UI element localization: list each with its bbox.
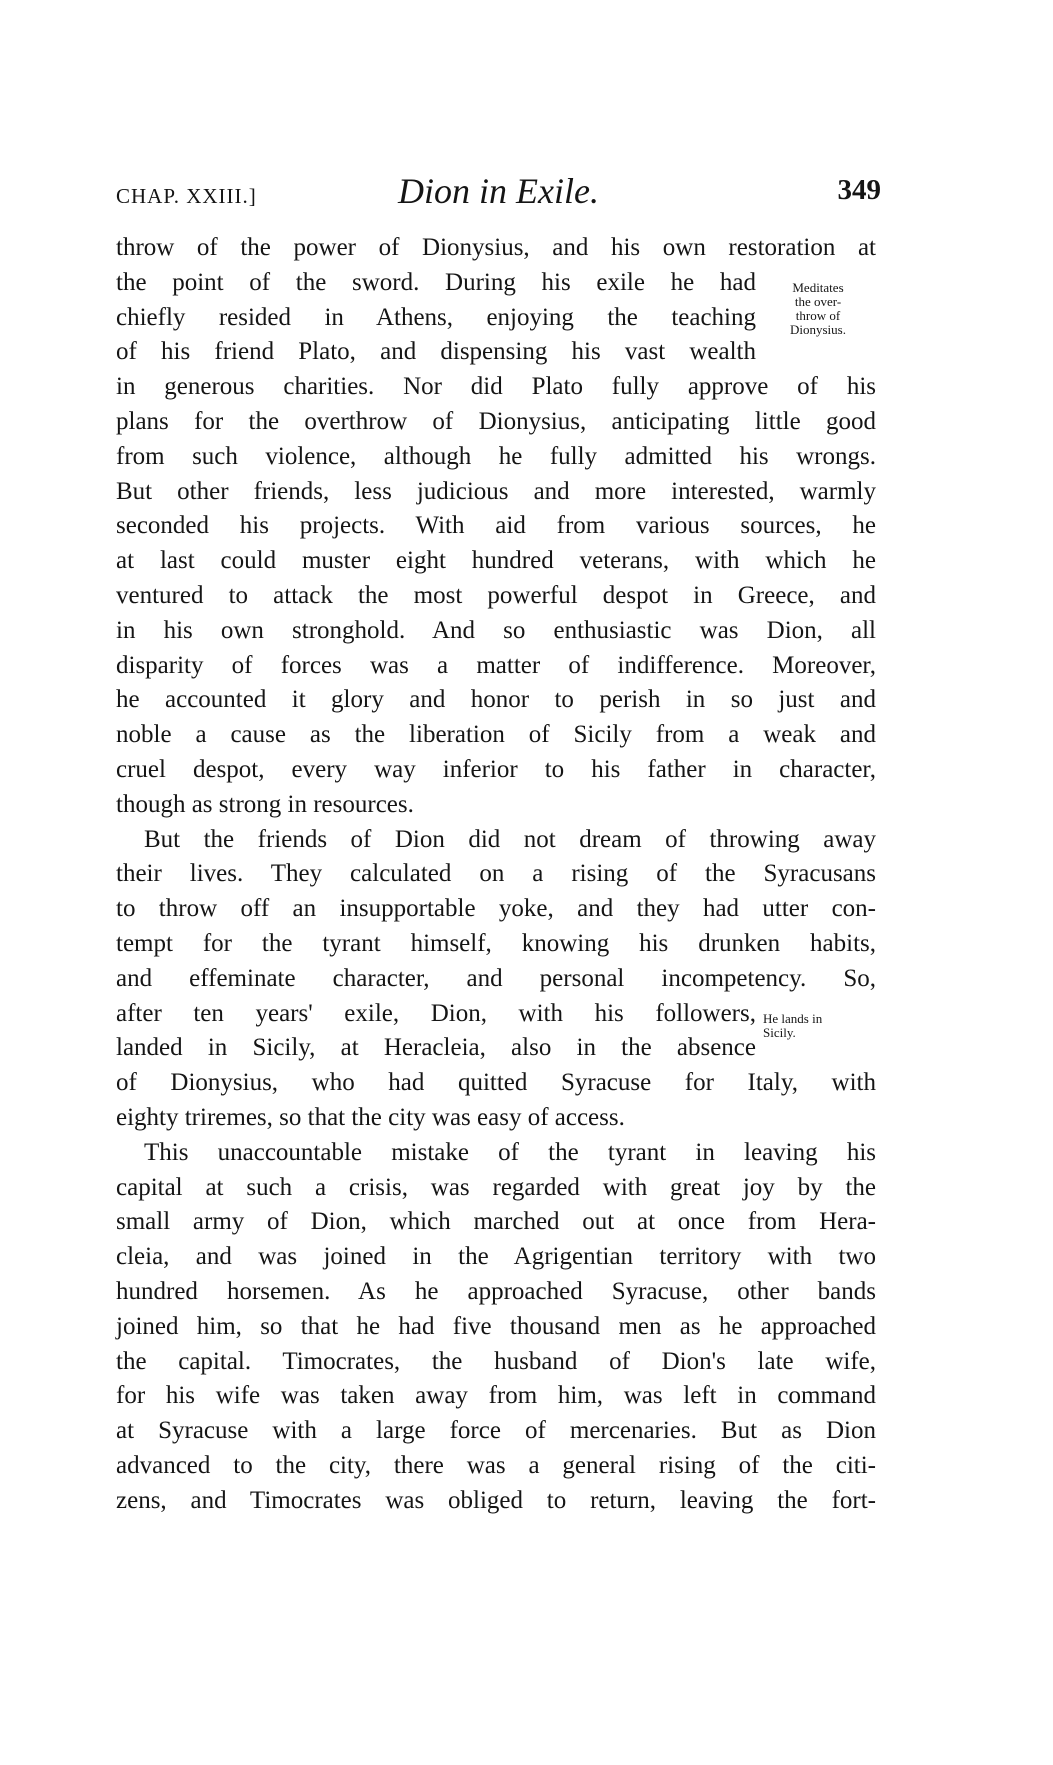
chapter-label: CHAP. XXIII.] <box>116 184 257 208</box>
body-text <box>116 231 876 1518</box>
text-line: This unaccountable mistake of the tyrant in leaving his <box>144 1138 876 1166</box>
text-line: hundred horsemen. As he approached Syracuse, other bands <box>116 1277 876 1305</box>
running-title: Dion in Exile. <box>398 171 599 211</box>
text-line: of Dionysius, who had quitted Syracuse for Italy, with <box>116 1069 876 1097</box>
text-line: for his wife was taken away from him, was left in command <box>116 1382 876 1410</box>
marginal-note-line: throw of <box>795 308 841 323</box>
text-line: disparity of forces was a matter of indifference. Moreover, <box>116 651 876 679</box>
text-line: cruel despot, every way inferior to his father in character, <box>116 755 876 783</box>
marginal-note-line: He lands in <box>763 1011 823 1026</box>
text-line: advanced to the city, there was a general rising of the citi- <box>116 1451 876 1479</box>
text-line: and effeminate character, and personal incompetency. So, <box>116 964 876 992</box>
text-line: chiefly resided in Athens, enjoying the teaching <box>116 303 756 331</box>
marginal-note-lands <box>763 1012 863 1040</box>
text-line: seconded his projects. With aid from various sources, he <box>116 512 876 540</box>
marginal-note-line: Dionysius. <box>790 322 846 337</box>
text-line: plans for the overthrow of Dionysius, anticipating little good <box>116 407 876 435</box>
text-line: ventured to attack the most powerful despot in Greece, and <box>116 581 876 609</box>
text-line: in his own stronghold. And so enthusiastic was Dion, all <box>116 616 876 644</box>
text-line: small army of Dion, which marched out at once from Hera- <box>116 1208 876 1236</box>
text-line: zens, and Timocrates was obliged to return, leaving the fort- <box>116 1486 876 1514</box>
text-line: though as strong in resources. <box>116 790 414 818</box>
text-line: the capital. Timocrates, the husband of Dion's late wife, <box>116 1347 876 1375</box>
page-number: 349 <box>837 174 881 206</box>
running-header <box>116 170 881 220</box>
text-line: of his friend Plato, and dispensing his vast wealth <box>116 338 756 366</box>
text-line: cleia, and was joined in the Agrigentian territory with two <box>116 1243 876 1271</box>
marginal-note-line: Sicily. <box>763 1025 796 1040</box>
text-line: tempt for the tyrant himself, knowing his drunken habits, <box>116 929 876 957</box>
marginal-note-line: the over- <box>794 294 842 309</box>
text-line: to throw off an insupportable yoke, and they had utter con- <box>116 895 876 923</box>
text-line: the point of the sword. During his exile he had <box>116 268 756 296</box>
text-line: throw of the power of Dionysius, and his own restoration at <box>116 234 876 261</box>
text-line: in generous charities. Nor did Plato fully approve of his <box>116 373 876 401</box>
text-line: their lives. They calculated on a rising of the Syracusans <box>116 860 876 888</box>
text-line: at last could muster eight hundred veterans, with which he <box>116 547 876 575</box>
text-line: capital at such a crisis, was regarded with great joy by the <box>116 1173 876 1201</box>
marginal-note-meditates <box>768 281 868 337</box>
text-line: But other friends, less judicious and more interested, warmly <box>116 477 876 505</box>
text-line: noble a cause as the liberation of Sicily from a weak and <box>116 721 876 749</box>
text-line: But the friends of Dion did not dream of throwing away <box>144 825 876 853</box>
text-line: he accounted it glory and honor to perish in so just and <box>116 686 876 714</box>
marginal-note-line: Meditates <box>792 280 844 295</box>
text-line: from such violence, although he fully admitted his wrongs. <box>116 442 876 470</box>
text-line: after ten years' exile, Dion, with his followers, <box>116 999 756 1027</box>
text-line: landed in Sicily, at Heracleia, also in the absence <box>116 1034 756 1062</box>
text-line: at Syracuse with a large force of mercenaries. But as Dion <box>116 1417 876 1445</box>
text-line: joined him, so that he had five thousand men as he approached <box>116 1312 876 1340</box>
text-line: eighty triremes, so that the city was easy of access. <box>116 1103 625 1131</box>
